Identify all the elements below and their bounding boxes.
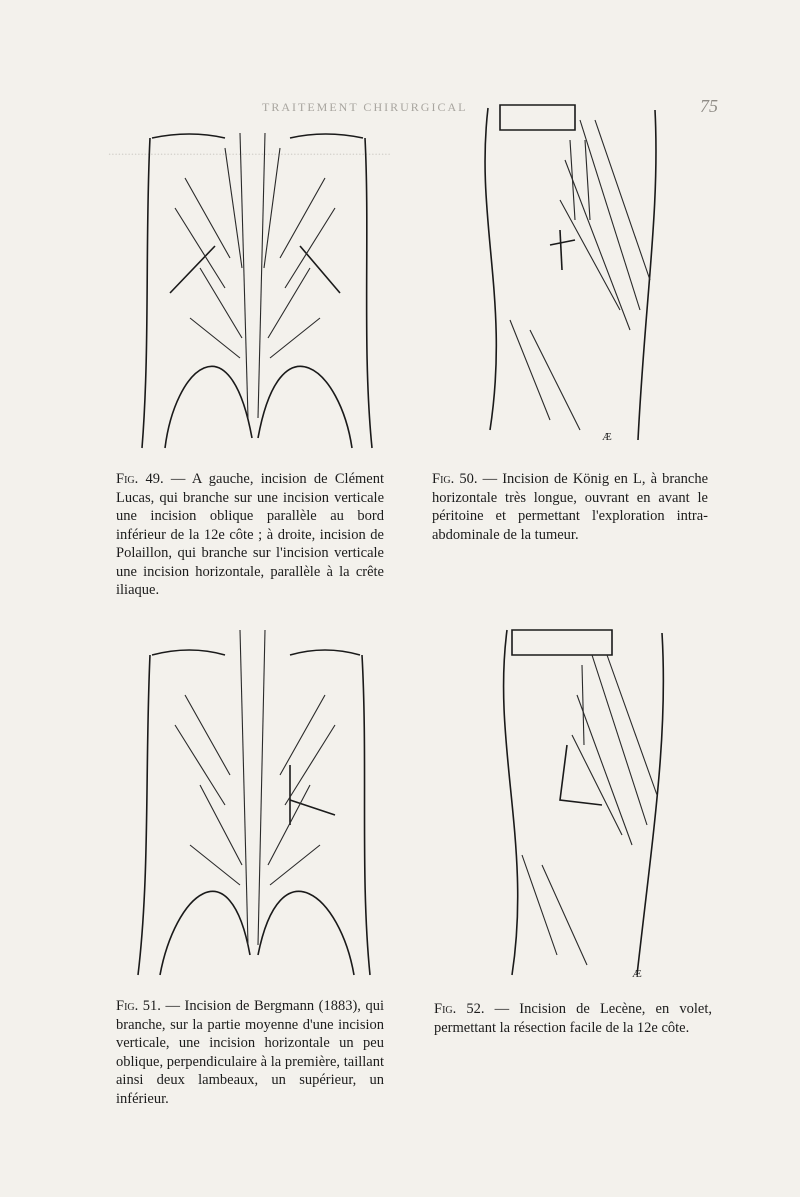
figure-52-caption [434,1000,712,1037]
figure-52-label: Fig. 52. [434,1001,485,1017]
figure-50-caption [432,470,708,544]
figure-52-text: — Incision de Lecène, en volet, permettant la résection facile de la 12e côte. [434,1001,712,1036]
figure-49-caption [116,470,384,600]
figure-51-illustration [130,625,380,985]
figure-49-text: — A gauche, incision de Clément Lucas, qui branche sur une incision verticale une incision oblique parallèle au bord inférieur de la 12e côte ; à droite, incision de Polaillon, qui branche sur l'incision verticale une incision horizontale, parallèle à la crête iliaque. [116,471,384,598]
figure-50-text: — Incision de König en L, à branche horizontale très longue, ouvrant en avant le péritoine et permettant l'exploration intra-abdominale de la tumeur. [432,471,708,543]
bleed-through-text: ....................................................................................... [108,143,391,158]
svg-text:Æ: Æ [632,968,642,980]
running-head: TRAITEMENT CHIRURGICAL [262,100,468,114]
page-number: 75 [700,96,718,116]
figure-49-label: Fig. 49. [116,471,164,487]
figure-51-text: — Incision de Bergmann (1883), qui branche, sur la partie moyenne d'une incision verticale, une incision horizontale un peu oblique, perpendiculaire à la première, taillant ainsi deux lambeaux, un supérieur, un inférieur. [116,998,384,1107]
figure-50-label: Fig. 50. [432,471,478,487]
figure-52-illustration [472,625,682,985]
figure-50-illustration [470,100,680,450]
figure-51-caption [116,997,384,1108]
figure-51-label: Fig. 51. [116,998,161,1014]
svg-text:Æ: Æ [602,431,612,443]
figure-49-illustration [130,118,380,458]
